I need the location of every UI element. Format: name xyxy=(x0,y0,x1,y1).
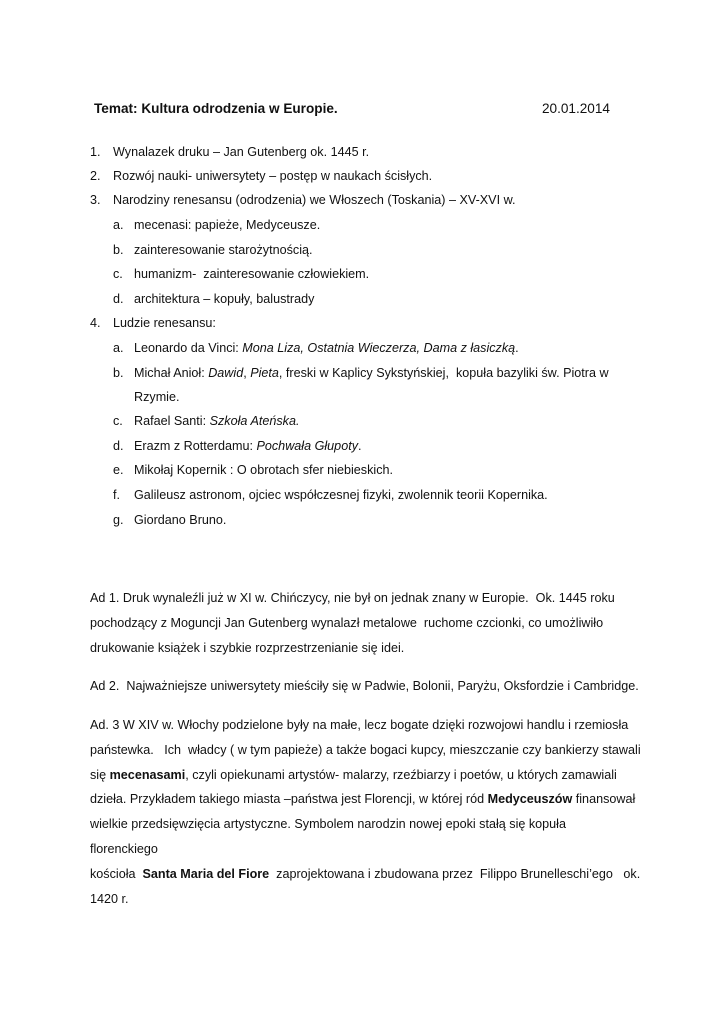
paragraph-ad3 xyxy=(90,713,641,911)
period: . xyxy=(358,439,362,453)
separator: , xyxy=(300,341,308,355)
person-name: Leonardo da Vinci: xyxy=(134,341,243,355)
paragraph-line: Ad 2. Najważniejsze uniwersytety mieściły się w Padwie, Bolonii, Paryżu, Oksfordzie i Cambridge. xyxy=(90,679,639,693)
work-title: Dawid xyxy=(208,366,244,380)
paragraph-line xyxy=(90,862,641,887)
paragraph-line: państewka. Ich władcy ( w tym papieże) a także bogaci kupcy, mieszczanie czy bankierzy stawali xyxy=(90,742,641,757)
text-run: dzieła. Przykładem takiego miasta –państwa jest Florencji, w której ród xyxy=(90,792,488,807)
text-run: zaprojektowana i zbudowana przez Filippo Brunelleschi’ego ok. xyxy=(269,866,641,881)
paragraph-line: wielkie przedsięwzięcia artystyczne. Symbolem narodzin nowej epoki stałą się kopuła florenckiego xyxy=(90,817,566,856)
paragraph-line: Ad. 3 W XIV w. Włochy podzielone były na małe, lecz bogate dzięki rozwojowi handlu i rzemiosła xyxy=(90,718,629,732)
person-name: Erazm z Rotterdamu: xyxy=(134,439,257,453)
sub-item-text: mecenasi: papieże, Medyceusze. xyxy=(134,218,321,232)
text-run: kościoła xyxy=(90,866,143,881)
work-title: Ostatnia Wieczerza, Dama z łasiczką xyxy=(307,341,516,355)
sub-item-letter: d. xyxy=(113,292,124,306)
person-name: Michał Anioł: xyxy=(134,366,209,380)
sub-item-letter: f. xyxy=(113,488,120,502)
sub-item-letter: c. xyxy=(113,414,123,428)
work-title: Mona Liza xyxy=(242,341,301,355)
text-run: finansował xyxy=(572,792,636,807)
sub-item-text: Rzymie. xyxy=(134,390,180,404)
sub-item-letter: c. xyxy=(113,267,123,281)
sub-item-text xyxy=(134,365,609,381)
sub-item-text: architektura – kopuły, balustrady xyxy=(134,292,315,306)
text-run: , czyli opiekunami artystów- malarzy, rzeźbiarzy i poetów, u których zamawiali xyxy=(185,767,617,782)
sub-item-letter: e. xyxy=(113,463,124,477)
sub-item-letter: g. xyxy=(113,513,124,527)
item-number: 3. xyxy=(90,193,101,207)
period: . xyxy=(515,341,519,355)
date: 20.01.2014 xyxy=(541,101,610,116)
paragraph-ad2 xyxy=(90,674,639,699)
sub-item-letter: a. xyxy=(113,218,124,232)
sub-item-text xyxy=(134,413,299,429)
page-title: Temat: Kultura odrodzenia w Europie. xyxy=(94,101,338,116)
item-number: 1. xyxy=(90,145,101,159)
header xyxy=(94,101,610,121)
item-text: Narodziny renesansu (odrodzenia) we Włoszech (Toskania) – XV-XVI w. xyxy=(113,193,516,207)
sub-item-letter: a. xyxy=(113,341,124,355)
bold-term: Medyceuszów xyxy=(487,792,573,807)
bold-term: Santa Maria del Fiore xyxy=(142,866,270,881)
separator: , xyxy=(243,366,251,380)
sub-item-letter: b. xyxy=(113,243,124,257)
paragraph-ad1 xyxy=(90,586,630,660)
sub-item-text: zainteresowanie starożytnością. xyxy=(134,243,313,257)
paragraph-line: pochodzący z Moguncji Jan Gutenberg wynalazł metalowe ruchome czcionki, co umożliwiło xyxy=(90,615,604,630)
item-number: 2. xyxy=(90,169,101,183)
item-text: Wynalazek druku – Jan Gutenberg ok. 1445 r. xyxy=(113,145,370,159)
bold-term: mecenasami xyxy=(109,767,186,782)
sub-item-text: humanizm- zainteresowanie człowiekiem. xyxy=(134,267,370,281)
paragraph-line: Ad 1. Druk wynaleźli już w XI w. Chińczycy, nie był on jednak znany w Europie. Ok. 1445 roku xyxy=(90,591,615,605)
sub-item-text: Galileusz astronom, ojciec współczesnej fizyki, zwolennik teorii Kopernika. xyxy=(134,488,548,502)
item-text: Ludzie renesansu: xyxy=(113,316,216,330)
paragraph-line xyxy=(90,787,636,812)
description: , freski w Kaplicy Sykstyńskiej, kopuła bazyliki św. Piotra w xyxy=(278,366,609,380)
paragraph-line: drukowanie książek i szybkie rozprzestrzenianie się idei. xyxy=(90,640,405,655)
sub-item-letter: d. xyxy=(113,439,124,453)
work-title: Szkoła Ateńska. xyxy=(209,414,300,428)
item-number: 4. xyxy=(90,316,101,330)
sub-item-text xyxy=(134,438,362,454)
sub-item-letter: b. xyxy=(113,366,124,380)
sub-item-text: Giordano Bruno. xyxy=(134,513,227,527)
text-run: się xyxy=(90,767,110,782)
sub-item-text xyxy=(134,340,519,356)
paragraph-line: 1420 r. xyxy=(90,891,129,906)
sub-item-text: Mikołaj Kopernik : O obrotach sfer niebieskich. xyxy=(134,463,393,477)
work-title: Pieta xyxy=(250,366,279,380)
item-text: Rozwój nauki- uniwersytety – postęp w naukach ścisłych. xyxy=(113,169,433,183)
work-title: Pochwała Głupoty xyxy=(256,439,358,453)
person-name: Rafael Santi: xyxy=(134,414,210,428)
paragraph-line xyxy=(90,763,630,788)
